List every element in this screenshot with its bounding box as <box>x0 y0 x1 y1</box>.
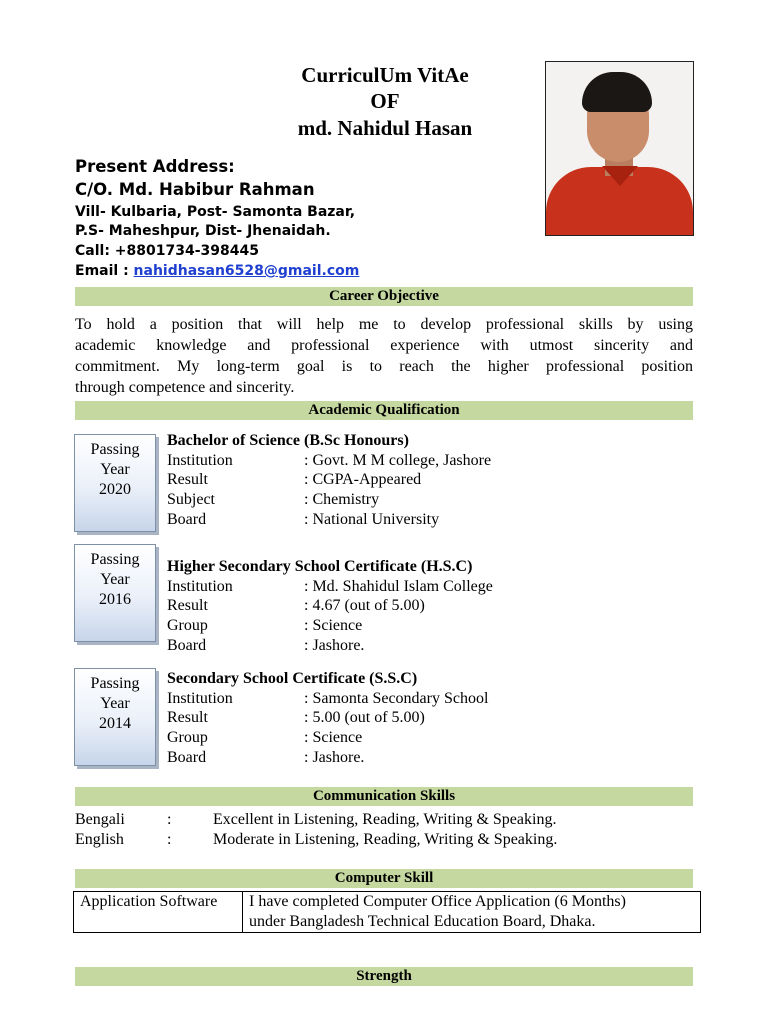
qualification-bsc <box>167 431 492 529</box>
qual-label: Board <box>167 748 207 766</box>
language-name: English <box>75 831 124 848</box>
qual-label: Institution <box>167 577 233 595</box>
qual-value: : Md. Shahidul Islam College <box>304 577 493 595</box>
passing-year-box <box>74 544 156 642</box>
table-row <box>74 892 701 933</box>
degree-title: Bachelor of Science (B.Sc Honours) <box>167 432 409 449</box>
qualification-hsc <box>167 557 493 655</box>
email-label: Email : <box>75 263 134 279</box>
passing-year-value: 2020 <box>99 481 131 498</box>
passing-year-value: 2014 <box>99 715 131 732</box>
cv-title-of: OF <box>370 89 400 113</box>
qual-label: Group <box>167 729 208 747</box>
phone: Call: +8801734-398445 <box>75 243 259 259</box>
qual-value: : Science <box>304 617 363 635</box>
profile-photo <box>545 61 694 236</box>
qual-row <box>167 636 472 656</box>
passing-label: Passing <box>90 551 140 568</box>
qual-label: Subject <box>167 491 215 509</box>
qual-row <box>167 577 493 597</box>
email-link[interactable]: nahidhasan6528@gmail.com <box>133 263 360 279</box>
qual-row <box>167 490 409 510</box>
language-name: Bengali <box>75 811 125 828</box>
present-address-heading: Present Address: <box>75 157 235 176</box>
qual-row <box>167 510 440 530</box>
care-of: C/O. Md. Habibur Rahman <box>75 180 315 199</box>
qual-value: : Science <box>304 729 363 747</box>
qual-value: : 5.00 (out of 5.00) <box>304 709 425 727</box>
computer-skill-line: under Bangladesh Technical Education Board, Dhaka. <box>249 913 596 930</box>
qual-row <box>167 616 472 636</box>
qual-label: Result <box>167 709 208 727</box>
email-line <box>75 261 359 281</box>
qual-label: Group <box>167 617 208 635</box>
cv-title: CurriculUm VitAe <box>301 63 469 87</box>
passing-year-value: 2016 <box>99 591 131 608</box>
qual-value: : Chemistry <box>304 491 380 509</box>
qual-label: Institution <box>167 451 233 469</box>
address-line-2: P.S- Maheshpur, Dist- Jhenaidah. <box>75 223 331 239</box>
career-objective-text <box>75 314 693 398</box>
academic-qualification-bar: Academic Qualification <box>75 401 693 420</box>
qual-label: Board <box>167 510 207 528</box>
qual-row <box>167 689 489 709</box>
qual-value: : Jashore. <box>304 748 365 766</box>
language-level: Excellent in Listening, Reading, Writing & Speaking. <box>213 811 557 828</box>
language-colon: : <box>167 811 172 828</box>
passing-year-box <box>74 668 156 766</box>
degree-title: Higher Secondary School Certificate (H.S.C) <box>167 558 473 575</box>
qual-label: Result <box>167 471 208 489</box>
strength-bar: Strength <box>75 967 693 986</box>
computer-skill-bar: Computer Skill <box>75 869 693 888</box>
career-objective-bar: Career Objective <box>75 287 693 306</box>
qual-row <box>167 451 492 471</box>
language-colon: : <box>167 831 172 848</box>
passing-label: Passing <box>90 675 140 692</box>
year-label: Year <box>100 571 130 588</box>
career-line: To hold a position that will help me to develop professional skills by using <box>75 316 693 333</box>
degree-title: Secondary School Certificate (S.S.C) <box>167 670 418 687</box>
qual-label: Institution <box>167 689 233 707</box>
qual-value: : Govt. M M college, Jashore <box>304 451 492 469</box>
cv-name: md. Nahidul Hasan <box>297 116 473 140</box>
year-label: Year <box>100 461 130 478</box>
computer-skill-label: Application Software <box>74 892 243 933</box>
communication-skills-bar: Communication Skills <box>75 787 693 806</box>
year-label: Year <box>100 695 130 712</box>
computer-skill-line: I have completed Computer Office Application (6 Months) <box>249 893 626 910</box>
computer-skill-detail <box>243 892 701 933</box>
language-level: Moderate in Listening, Reading, Writing & Speaking. <box>213 831 558 848</box>
passing-year-box <box>74 434 156 532</box>
passing-label: Passing <box>90 441 140 458</box>
language-row <box>75 830 675 850</box>
qual-value: : Jashore. <box>304 636 365 654</box>
qual-label: Result <box>167 597 208 615</box>
qualification-ssc <box>167 669 489 767</box>
address-line-1: Vill- Kulbaria, Post- Samonta Bazar, <box>75 204 356 220</box>
communication-skills-list <box>75 810 675 850</box>
qual-row <box>167 748 417 768</box>
qual-row <box>167 728 417 748</box>
language-row <box>75 810 675 830</box>
qual-value: : National University <box>304 510 440 528</box>
career-line: academic knowledge and professional experience with utmost sincerity and <box>75 337 693 354</box>
career-line: commitment. My long-term goal is to reach the higher professional position <box>75 358 693 375</box>
qual-row <box>167 708 425 728</box>
qual-value: : 4.67 (out of 5.00) <box>304 597 425 615</box>
career-line: through competence and sincerity. <box>75 379 295 396</box>
computer-skill-table <box>73 891 701 933</box>
qual-label: Board <box>167 636 207 654</box>
qual-value: : CGPA-Appeared <box>304 471 422 489</box>
qual-row <box>167 470 422 490</box>
qual-row <box>167 596 472 616</box>
qual-value: : Samonta Secondary School <box>304 689 489 707</box>
